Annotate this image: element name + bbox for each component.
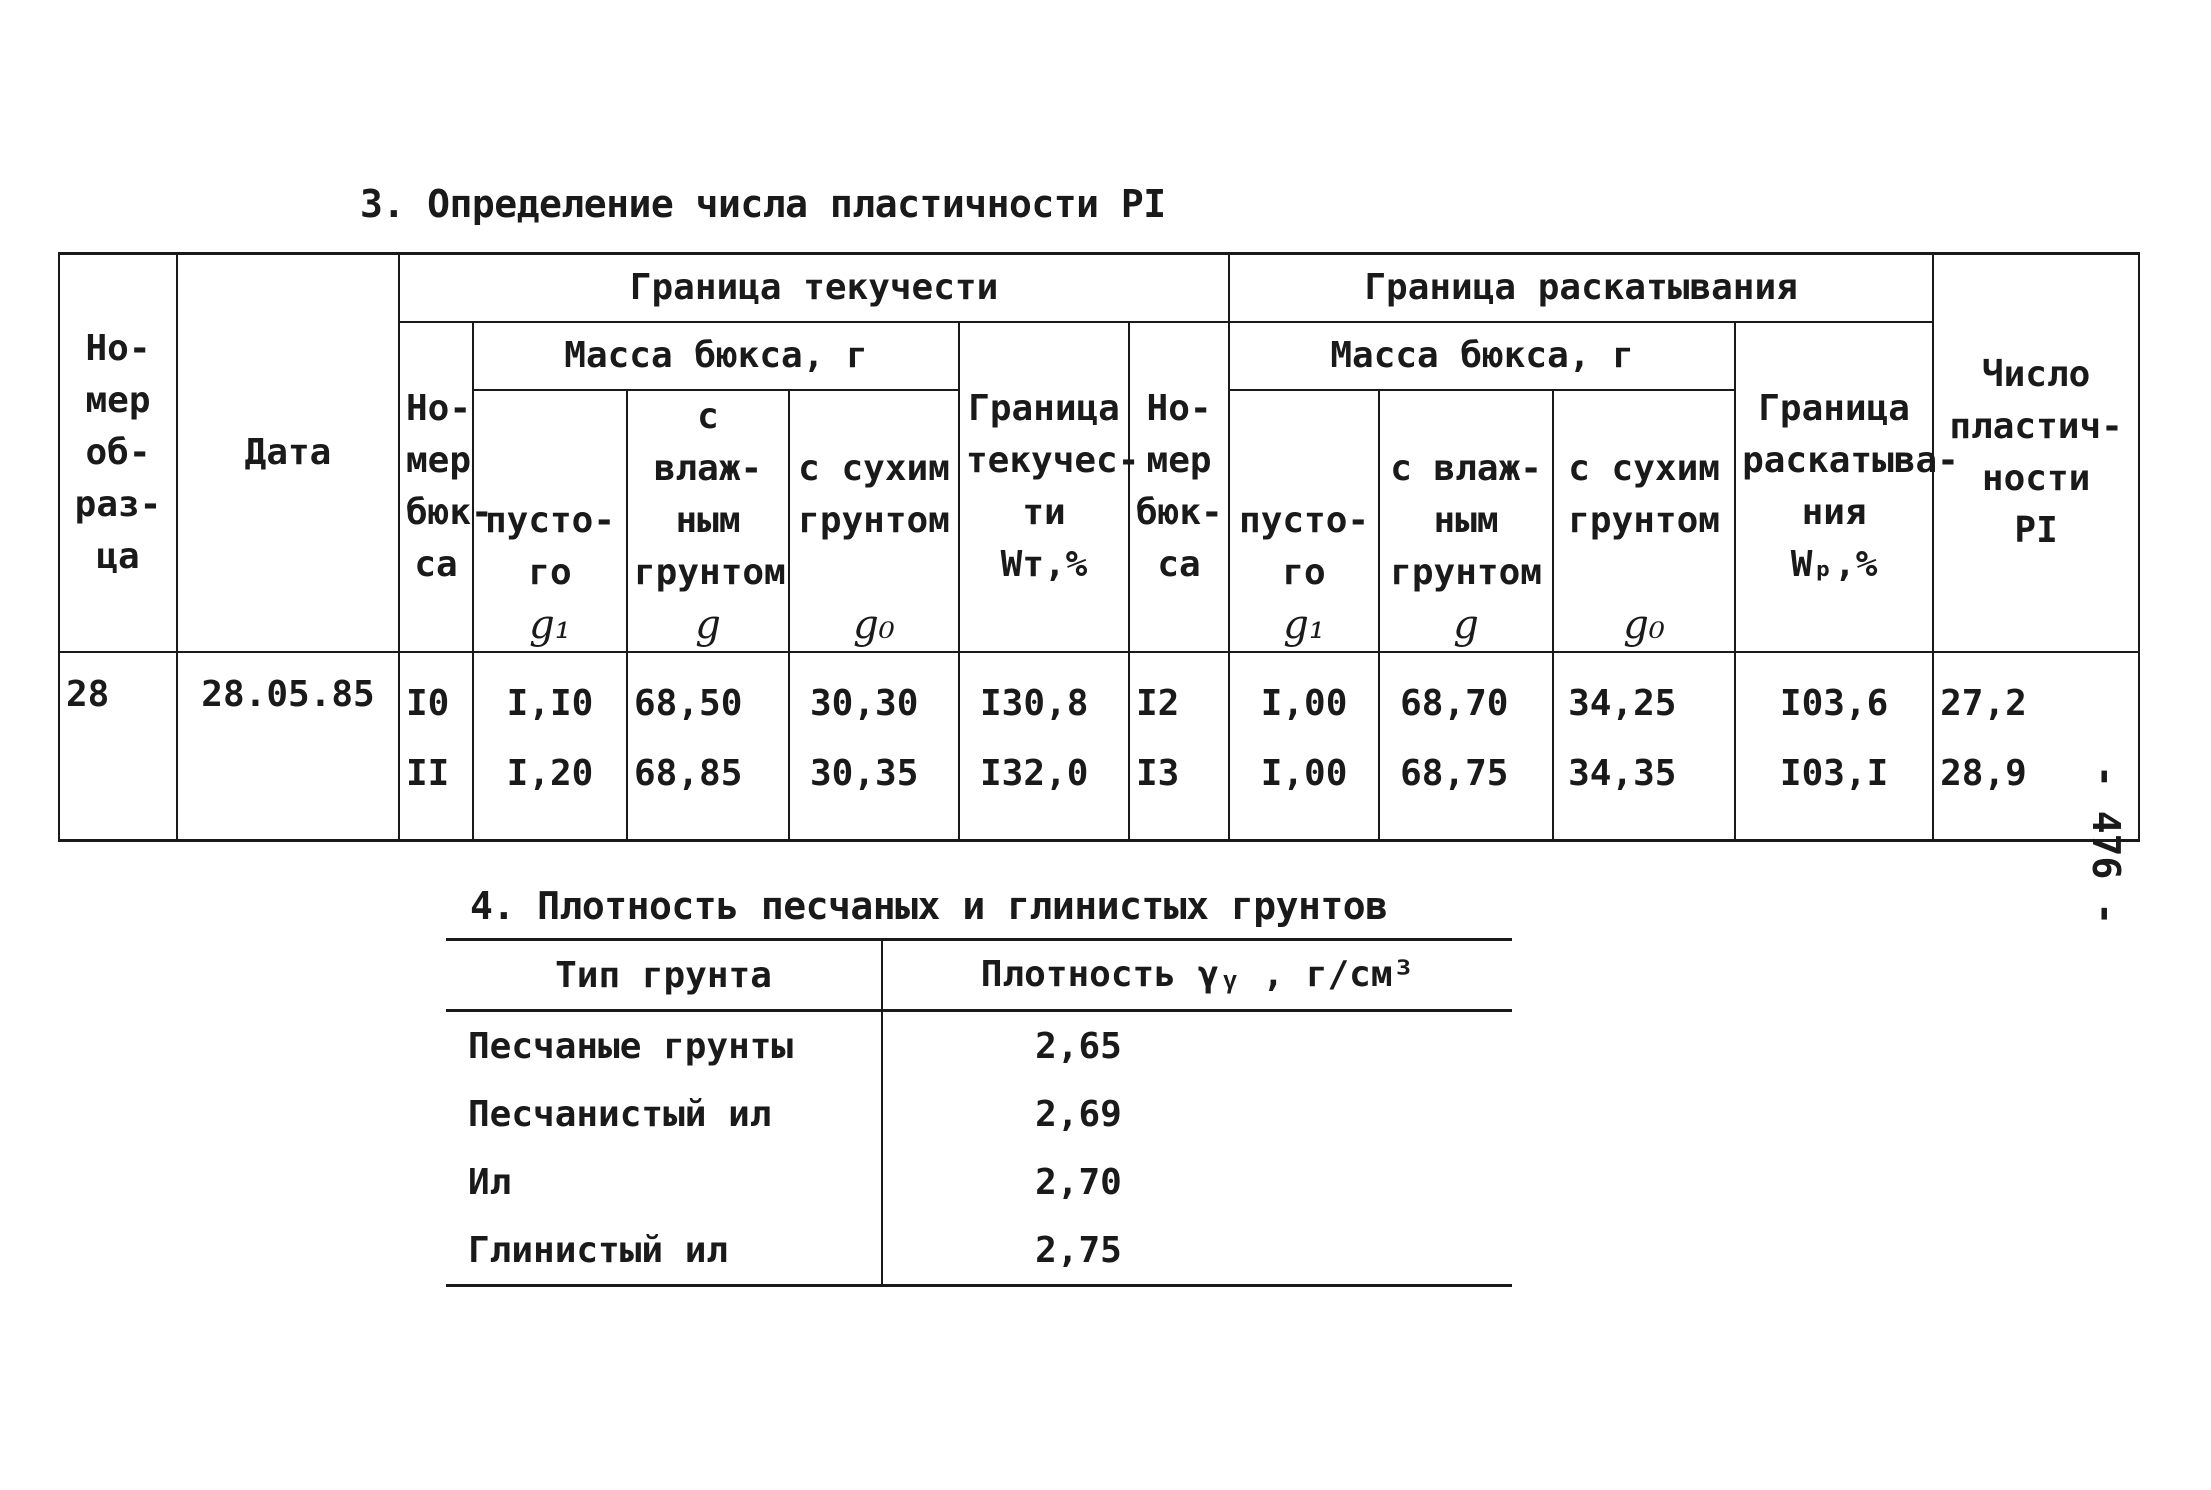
cell-density: 2,69 [1035,1093,1122,1135]
header-text-line: мер [406,440,472,481]
cell-density: 2,65 [1035,1025,1122,1067]
header-text-line: Но- [85,328,151,369]
col-header-sample-number [59,254,177,653]
cell-wet-soil-2: 68,70 68,75 [1379,652,1553,841]
header-text-line: Число [1981,354,2091,395]
header-text-line: ным [675,500,741,541]
header-text-line: Но- [1146,388,1212,429]
section-3-heading: 3. Определение числа пластичности PI [360,182,1166,226]
cell-wet-soil-1: 68,50 68,85 [627,652,789,841]
col-header-tin-number-1 [399,322,493,652]
cell-empty-tin-1: I,I0 I,20 [473,652,627,841]
subheader-tin-mass-2: Масса бюкса, г [1229,322,1735,390]
header-text-line: ным [1433,500,1499,541]
header-text-line: пусто- [1239,500,1370,541]
header-text-line: с сухим [1568,448,1720,489]
col-header-dry-soil-1: с сухим грунтом g₀ [789,390,959,652]
cell-tin-number-1: I0 II [399,652,473,841]
cell-soil-type: Песчанистый ил [446,1080,882,1148]
header-text-line: грунтом [1390,552,1542,593]
header-text-line: об- [85,432,151,473]
header-text-line: пусто- [484,500,616,541]
page-number: - 476 - [2084,765,2128,926]
header-text-line: са [414,544,458,585]
col-header-tin-number-2 [1129,322,1229,652]
col-header-dry-soil-2: с сухим грунтом g₀ [1553,390,1735,652]
header-text-line: Но- [406,388,472,429]
col-header-empty-tin-2: пусто- го g₁ [1229,390,1379,652]
cell-sample-number: 28 [59,652,177,841]
header-text-line: грунтом [634,552,786,593]
cell-dry-soil-2: 34,25 34,35 [1553,652,1735,841]
header-text-line: раз- [74,484,162,525]
header-text-line: PI [2014,510,2058,551]
cell-plasticity-index: 27,2 28,9 [1933,652,2139,841]
header-text-line: текучес- [966,440,1140,481]
header-text-line: мер [85,380,151,421]
soil-density-table [446,938,1512,1287]
header-text-line: бюк- [406,492,493,533]
header-text-line: Граница [1758,388,1910,429]
header-text-line: Wт,% [1000,544,1088,585]
header-text-line: Wₚ,% [1790,544,1878,585]
col-header-date: Дата [177,254,399,653]
col-header-plasticity-index [1933,254,2139,653]
subheader-tin-mass-1: Масса бюкса, г [473,322,959,390]
header-text-line: ния [1801,492,1867,533]
header-text-line: ности [1981,458,2091,499]
section-4-heading: 4. Плотность песчаных и глинистых грунтов [470,884,1388,928]
cell-density: 2,75 [882,1216,1512,1286]
header-text-line: го [1282,552,1326,593]
header-text-line: бюк- [1136,492,1223,533]
cell-empty-tin-2: I,00 I,00 [1229,652,1379,841]
header-text-line: мер [1146,440,1212,481]
header-text-line: грунтом [798,500,950,541]
cell-tin-number-2: I2 I3 [1129,652,1229,841]
group-header-plastic-limit: Граница раскатывания [1229,254,1933,323]
group-header-liquid-limit: Граница текучести [399,254,1229,323]
col-header-liquid-limit [959,322,1140,652]
col-header-soil-type: Тип грунта [446,940,882,1011]
header-text-line: с влаж- [1390,448,1542,489]
header-text-line: са [1157,544,1201,585]
col-header-plastic-limit [1735,322,1959,652]
col-header-density: Плотность γᵧ , г/см³ [882,940,1512,1011]
header-text-line: Граница [968,388,1120,429]
header-text-line: раскатыва- [1742,440,1959,481]
cell-dry-soil-1: 30,30 30,35 [789,652,959,841]
cell-liquid-limit: I30,8 I32,0 [959,652,1129,841]
cell-date: 28.05.85 [177,652,399,841]
cell-soil-type: Ил [446,1148,882,1216]
col-header-wet-soil-1: с влаж- ным грунтом g [627,390,789,652]
cell-density: 2,70 [1035,1161,1122,1203]
header-text-line: с сухим [798,448,950,489]
cell-plastic-limit: I03,6 I03,I [1735,652,1933,841]
header-text-line: пластич- [1949,406,2123,447]
cell-soil-type: Песчаные грунты [446,1011,882,1081]
header-text-line: грунтом [1568,500,1720,541]
header-text-line: го [528,552,572,593]
col-header-wet-soil-2: с влаж- ным грунтом g [1379,390,1553,652]
col-header-empty-tin-1: пусто- го g₁ [473,390,627,652]
plasticity-index-table [58,252,2140,842]
header-text-line: ти [1022,492,1066,533]
header-text-line: ца [96,536,140,577]
cell-soil-type: Глинистый ил [446,1216,882,1286]
header-text-line: с влаж- [653,396,763,489]
